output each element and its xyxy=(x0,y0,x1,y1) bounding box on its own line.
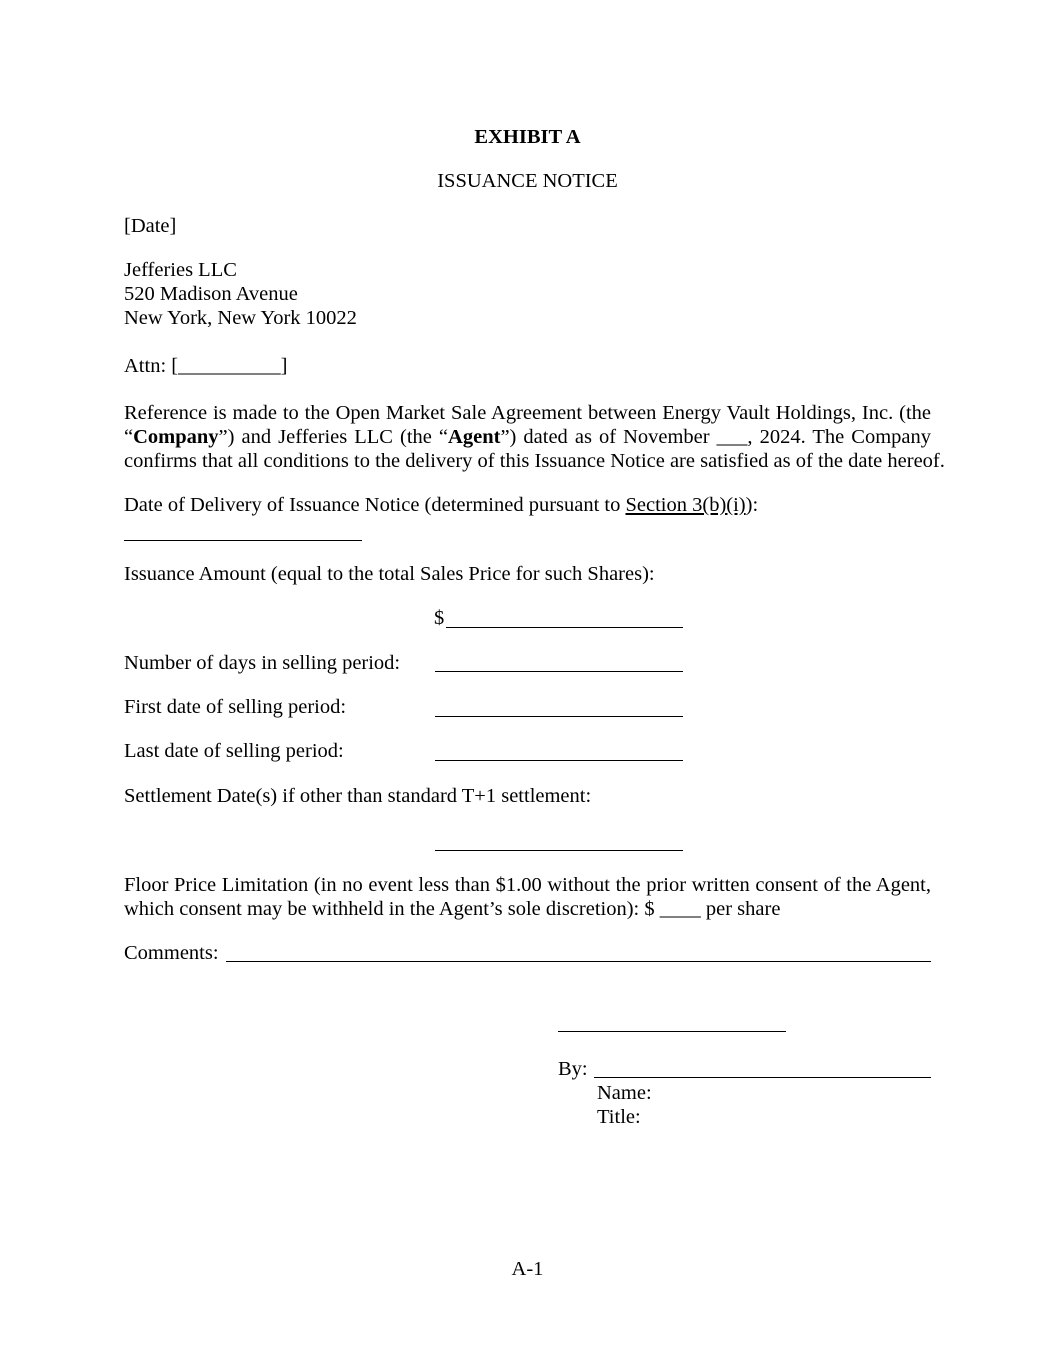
delivery-date-label: Date of Delivery of Issuance Notice (determined pursuant to Section 3(b)(i)): xyxy=(124,494,759,516)
reference-paragraph xyxy=(124,401,945,473)
company-defined-term: Company xyxy=(133,426,219,448)
name-label: Name: xyxy=(597,1082,652,1104)
reference-line-3: confirms that all conditions to the delivery of this Issuance Notice are satisfied as of the date hereof. xyxy=(124,450,945,472)
reference-line-2: “Company”) and Jefferies LLC (the “Agent”) dated as of November ___, 2024. The Company xyxy=(124,426,931,448)
exhibit-heading: EXHIBIT A xyxy=(474,126,581,148)
addressee-city: New York, New York 10022 xyxy=(124,307,357,329)
first-date-blank[interactable] xyxy=(435,716,683,717)
days-label: Number of days in selling period: xyxy=(124,652,401,674)
floor-price-line-2: which consent may be withheld in the Agent’s sole discretion): $ ____ per share xyxy=(124,898,781,920)
last-date-blank[interactable] xyxy=(435,760,683,761)
delivery-date-blank[interactable] xyxy=(124,540,362,541)
days-blank[interactable] xyxy=(435,671,683,672)
section-reference: Section 3(b)(i) xyxy=(625,494,746,516)
signature-blank[interactable] xyxy=(594,1077,931,1078)
settlement-blank[interactable] xyxy=(435,850,683,851)
reference-line-1: Reference is made to the Open Market Sale Agreement between Energy Vault Holdings, Inc. (the xyxy=(124,402,931,424)
first-date-label: First date of selling period: xyxy=(124,696,347,718)
last-date-label: Last date of selling period: xyxy=(124,740,344,762)
page-number: A-1 xyxy=(511,1258,544,1280)
addressee-name: Jefferies LLC xyxy=(124,259,237,281)
notice-title: ISSUANCE NOTICE xyxy=(437,170,618,192)
issuance-amount-blank[interactable] xyxy=(446,627,683,628)
comments-label: Comments: xyxy=(124,942,219,964)
floor-price-line-1: Floor Price Limitation (in no event less than $1.00 without the prior written consent of the Agent, xyxy=(124,874,931,896)
addressee-street: 520 Madison Avenue xyxy=(124,283,298,305)
settlement-label: Settlement Date(s) if other than standard T+1 settlement: xyxy=(124,785,592,807)
comments-blank[interactable] xyxy=(226,961,931,962)
title-label: Title: xyxy=(597,1106,641,1128)
signatory-name-blank[interactable] xyxy=(558,1031,786,1032)
attention-line: Attn: [__________] xyxy=(124,355,288,377)
by-label: By: xyxy=(558,1058,588,1080)
date-placeholder: [Date] xyxy=(124,215,177,237)
agent-defined-term: Agent xyxy=(448,426,501,448)
issuance-amount-label: Issuance Amount (equal to the total Sales Price for such Shares): xyxy=(124,563,655,585)
currency-symbol: $ xyxy=(434,607,445,629)
floor-price-paragraph xyxy=(124,873,931,921)
